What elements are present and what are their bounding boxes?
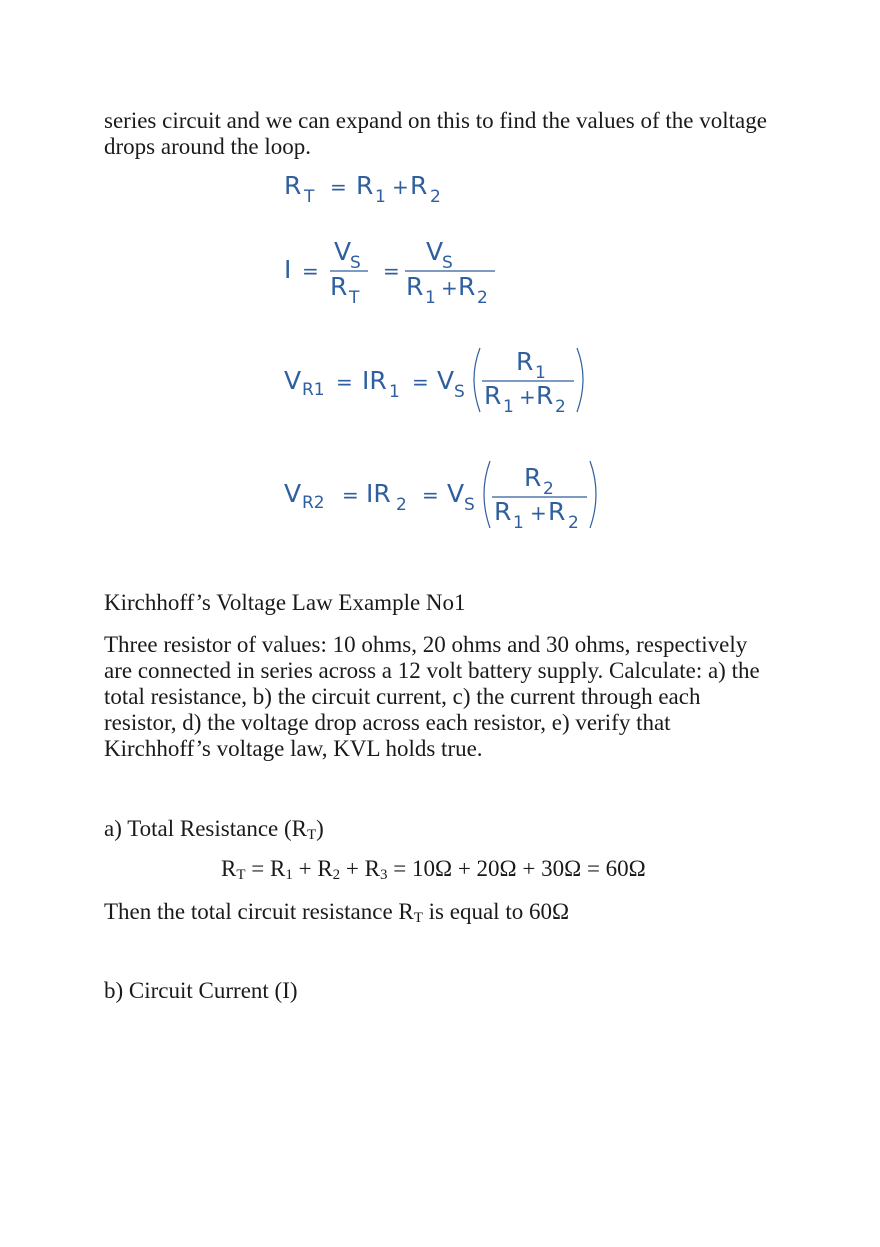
eq-circuit-current: [284, 237, 495, 308]
eq3-den-r2: R: [536, 381, 554, 410]
resistance-values: = 10Ω + 20Ω + 30Ω = 60Ω: [393, 856, 646, 881]
series-formulas: [272, 168, 612, 548]
eq2-num1: V: [334, 237, 352, 266]
example-problem: [104, 632, 784, 762]
eq3-paren-right: [577, 348, 583, 412]
eq2-den2-r2-sub: 2: [477, 288, 488, 308]
intro-line-2: drops around the loop.: [104, 134, 311, 159]
eq4-num: R: [524, 463, 542, 492]
problem-line-2: are connected in series across a 12 volt battery supply. Calculate: a) the: [104, 658, 760, 683]
part-b-title: b) Circuit Current (I): [104, 978, 298, 1003]
eq3-mid: IR: [362, 366, 387, 395]
eq1-equals: =: [330, 175, 347, 199]
eq3-vs-sub: S: [454, 382, 465, 402]
eq4-mid-sub: 2: [396, 495, 407, 515]
eq2-den2-r1-sub: 1: [425, 288, 436, 308]
eq4-den-r1: R: [494, 497, 512, 526]
eq4-equals-1: =: [342, 483, 359, 507]
example-heading: Kirchhoff’s Voltage Law Example No1: [104, 590, 466, 615]
eq1-r1-sub: 1: [375, 187, 386, 207]
eq2-den2-plus: +: [441, 276, 458, 300]
part-a-title: a) Total Resistance $(R_T)$: [104, 816, 324, 843]
eq4-den-r2-sub: 2: [568, 513, 579, 533]
eq1-lhs-sub: T: [304, 187, 315, 207]
eq2-den1-sub: T: [349, 288, 360, 308]
eq3-num: R: [516, 347, 534, 376]
eq4-mid: IR: [366, 479, 391, 508]
eq4-lhs-sub: R2: [302, 493, 325, 513]
eq4-den-plus: +: [530, 501, 547, 525]
eq1-r2-sub: 2: [430, 187, 441, 207]
eq-voltage-r1: [284, 347, 583, 417]
eq2-num2: V: [426, 237, 444, 266]
eq4-vs: V: [447, 479, 465, 508]
intro-paragraph: [104, 108, 794, 160]
eq2-num2-sub: S: [442, 253, 453, 273]
eq4-paren-left: [484, 461, 490, 528]
eq2-equals-2: =: [383, 259, 400, 283]
eq2-den1: R: [330, 272, 348, 301]
eq4-equals-2: =: [422, 483, 439, 507]
eq3-paren-left: [474, 348, 480, 412]
eq1-r1: R: [356, 171, 374, 200]
eq3-lhs-sub: R1: [302, 380, 325, 400]
intro-line-1: series circuit and we can expand on this to find the values of the voltage: [104, 108, 767, 133]
eq3-lhs: V: [284, 366, 302, 395]
eq3-den-r1-sub: 1: [503, 397, 514, 417]
eq2-den2-r2: R: [458, 272, 476, 301]
eq3-den-plus: +: [519, 385, 536, 409]
eq1-lhs: R: [284, 171, 302, 200]
eq3-den-r1: R: [484, 381, 502, 410]
eq-total-resistance: [284, 171, 441, 207]
eq4-paren-right: [590, 461, 596, 528]
eq3-den-r2-sub: 2: [555, 397, 566, 417]
eq-voltage-r2: [284, 461, 596, 533]
eq3-vs: V: [437, 366, 455, 395]
problem-line-5: Kirchhoff’s voltage law, KVL holds true.: [104, 736, 483, 761]
eq4-vs-sub: S: [464, 495, 475, 515]
eq2-equals-1: =: [302, 259, 319, 283]
eq4-den-r2: R: [548, 497, 566, 526]
eq4-num-sub: 2: [543, 479, 554, 499]
eq2-num1-sub: S: [350, 253, 361, 273]
total-resistance-calculation: $R_T = R_1 + R_2 + R_3 = 10\Omega + 20\Omega + 30\Omega = 60\Omega$: [221, 856, 646, 883]
eq4-den-r1-sub: 1: [513, 513, 524, 533]
eq2-lhs: I: [284, 255, 292, 284]
eq4-lhs: V: [284, 479, 302, 508]
eq1-plus: +: [392, 175, 409, 199]
problem-line-3: total resistance, b) the circuit current, c) the current through each: [104, 684, 701, 709]
total-resistance-statement: Then the total circuit resistance $R_T$ is equal to 60Ω: [104, 899, 570, 926]
eq2-den2-r1: R: [406, 272, 424, 301]
problem-line-1: Three resistor of values: 10 ohms, 20 ohms and 30 ohms, respectively: [104, 632, 748, 657]
eq3-equals-2: =: [412, 370, 429, 394]
problem-line-4: resistor, d) the voltage drop across each resistor, e) verify that: [104, 710, 671, 735]
eq3-mid-sub: 1: [389, 382, 400, 402]
eq1-r2: R: [410, 171, 428, 200]
eq3-num-sub: 1: [535, 363, 546, 383]
eq3-equals-1: =: [336, 370, 353, 394]
